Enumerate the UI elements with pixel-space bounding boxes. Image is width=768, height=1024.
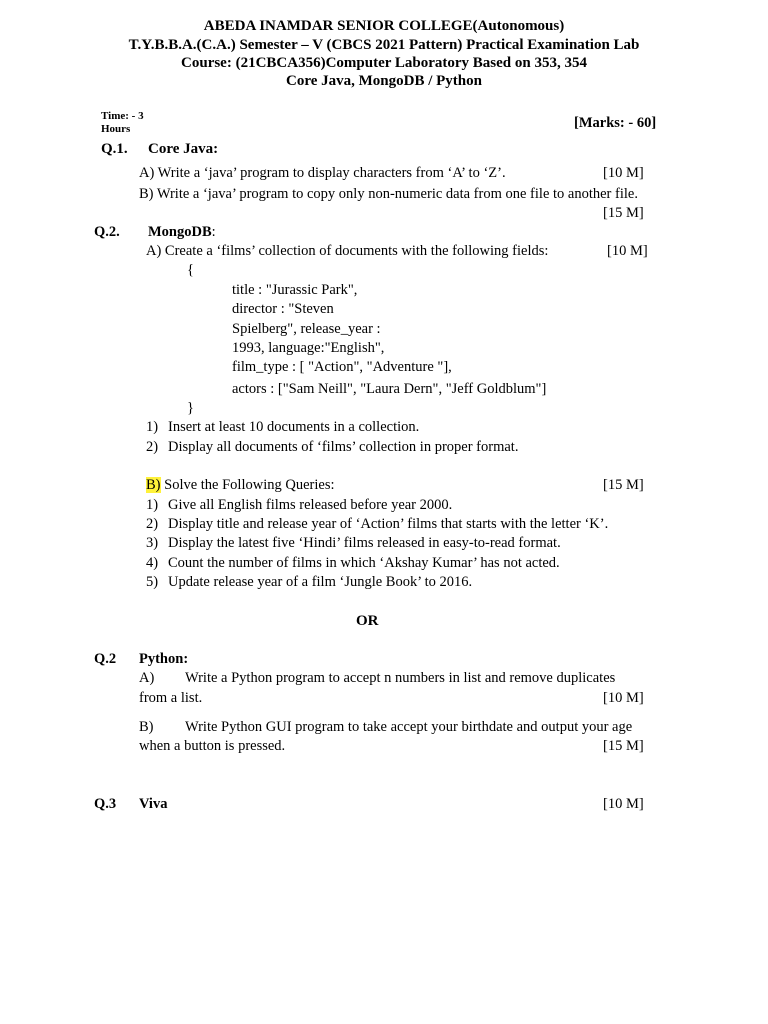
q2-title: MongoDB [148,224,212,240]
task-number: 1) [146,419,159,435]
q1-title: Core Java: [148,141,219,157]
query-number: 4) [146,555,159,571]
q2-b-text: Solve the Following Queries: [164,477,335,493]
brace-close: } [187,400,194,416]
python-b-text: Write Python GUI program to take accept your birthdate and output your age [185,719,633,735]
q3-number: Q.3 [94,796,117,812]
query-number: 5) [146,574,159,590]
field-line: director : "Steven [232,301,334,317]
query-text: Count the number of films in which ‘Akshay Kumar’ has not acted. [168,555,560,571]
task-number: 2) [146,439,159,455]
field-line: title : "Jurassic Park", [232,282,358,298]
q3-title: Viva [139,796,168,812]
q2-python-title: Python: [139,651,189,667]
python-b-label: B) [139,719,154,735]
field-line: actors : ["Sam Neill", "Laura Dern", "Jeff Goldblum"] [232,381,547,397]
q1-number: Q.1. [101,141,128,157]
q2-b-line [146,476,335,494]
python-b-marks: [15 M] [603,738,644,754]
python-a-text: Write a Python program to accept n numbers in list and remove duplicates [185,670,616,686]
q2-number: Q.2. [94,224,120,240]
q1-b-marks: [15 M] [603,205,644,221]
q2-a-marks: [10 M] [607,243,648,259]
query-number: 1) [146,497,159,513]
q2-title-wrap [148,223,216,241]
q2-title-colon: : [211,224,216,240]
query-number: 3) [146,535,159,551]
python-a-marks: [10 M] [603,690,644,706]
python-b-text-cont: when a button is pressed. [139,738,286,754]
field-line: film_type : [ "Action", "Adventure "], [232,359,452,375]
q2-python-number: Q.2 [94,651,117,667]
time-label: Time: - 3 [101,110,144,122]
or-separator: OR [356,613,379,629]
task-text: Display all documents of ‘films’ collection in proper format. [168,439,519,455]
query-number: 2) [146,516,159,532]
q1-a-marks: [10 M] [603,165,644,181]
college-title: ABEDA INAMDAR SENIOR COLLEGE(Autonomous) [203,18,565,34]
q2-a-text: A) Create a ‘films’ collection of documents with the following fields: [146,243,549,259]
field-line: Spielberg", release_year : [232,321,381,337]
q3-marks: [10 M] [603,796,644,812]
brace-open: { [187,262,194,278]
q2-b-marks: [15 M] [603,477,644,493]
course-line: Course: (21CBCA356)Computer Laboratory Based on 353, 354 [181,55,587,71]
query-text: Update release year of a film ‘Jungle Book’ to 2016. [168,574,473,590]
query-text: Give all English films released before year 2000. [168,497,453,513]
semester-line: T.Y.B.B.A.(C.A.) Semester – V (CBCS 2021 Pattern) Practical Examination Lab [128,37,640,53]
q1-a-text: A) Write a ‘java’ program to display characters from ‘A’ to ‘Z’. [139,165,506,181]
q1-b-text: B) Write a ‘java’ program to copy only non-numeric data from one file to another file. [139,186,638,202]
time-hours: Hours [101,123,131,135]
python-a-label: A) [139,670,155,686]
marks-total: [Marks: - 60] [574,115,657,131]
q2-b-label: B) [146,477,161,493]
task-text: Insert at least 10 documents in a collection. [168,419,420,435]
query-text: Display title and release year of ‘Action’ films that starts with the letter ‘K’. [168,516,609,532]
subject-line: Core Java, MongoDB / Python [286,73,482,89]
query-text: Display the latest five ‘Hindi’ films released in easy-to-read format. [168,535,561,551]
field-line: 1993, language:"English", [232,340,385,356]
python-a-text-cont: from a list. [139,690,203,706]
